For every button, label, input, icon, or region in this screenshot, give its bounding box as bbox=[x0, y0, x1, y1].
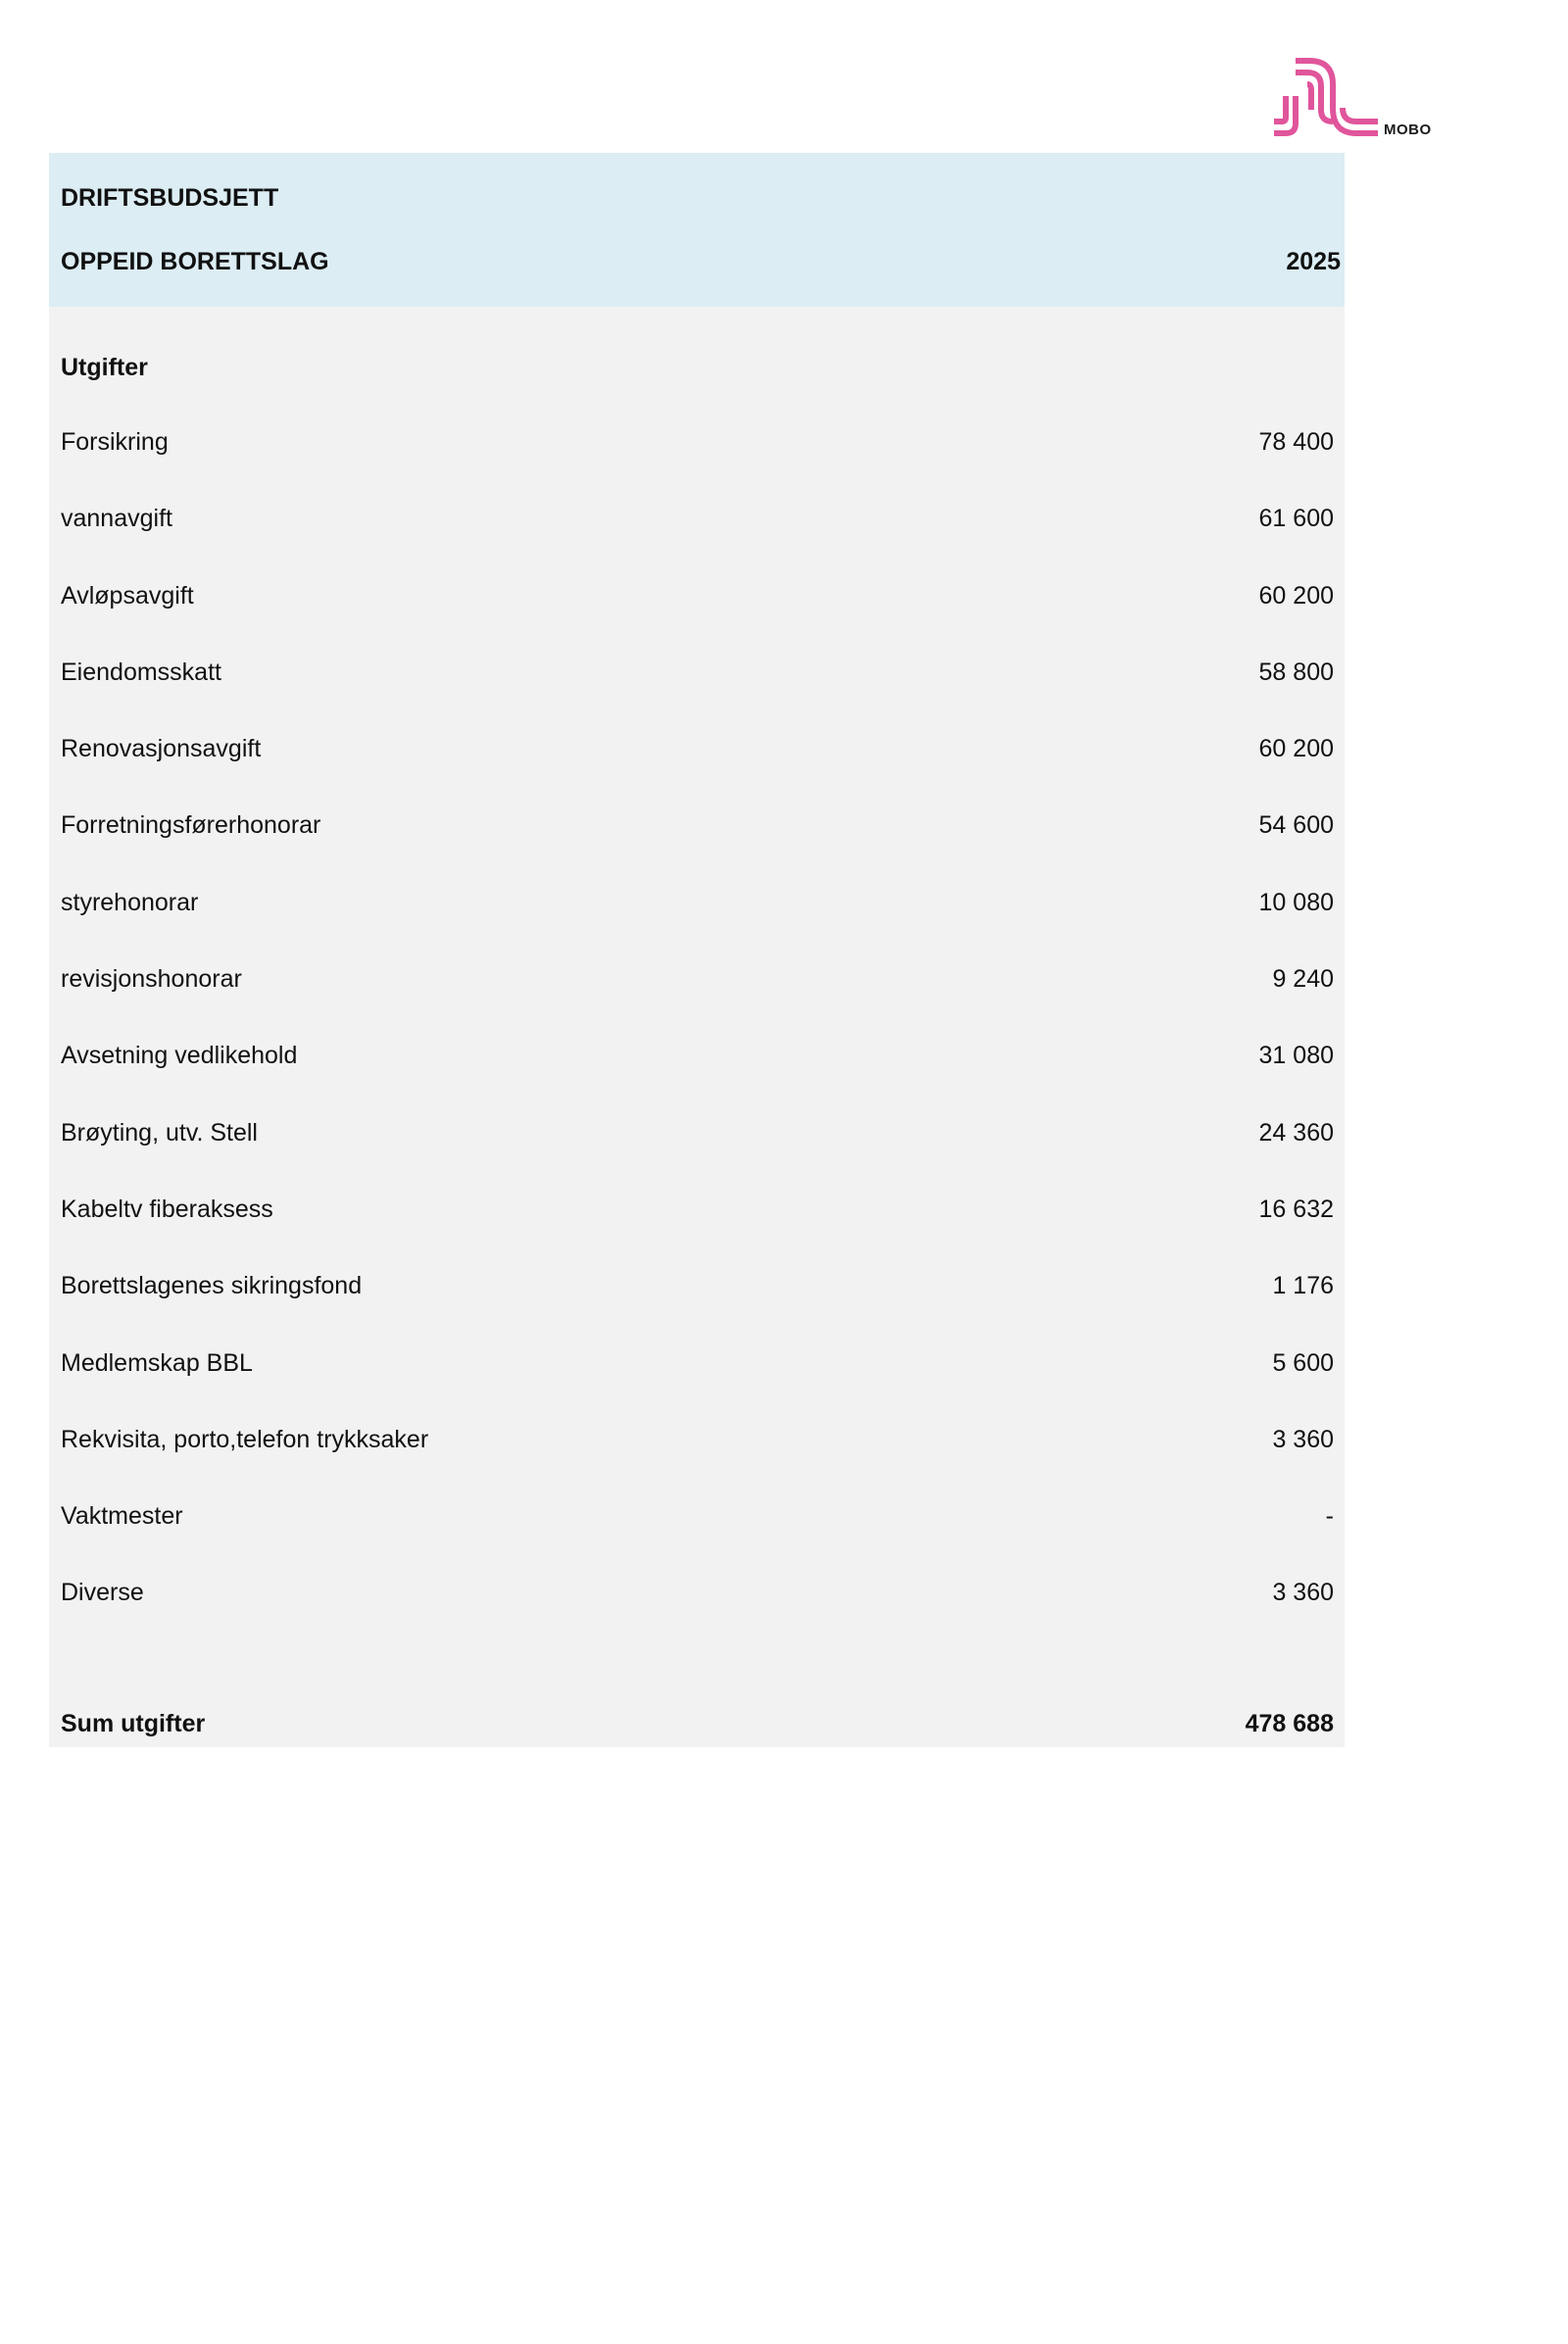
row-label: Avsetning vedlikehold bbox=[61, 1042, 298, 1070]
row-value: 1 176 bbox=[1272, 1272, 1334, 1300]
section-title: Utgifter bbox=[61, 354, 148, 381]
row-value: 5 600 bbox=[1272, 1348, 1334, 1377]
logo-text: MOBO bbox=[1384, 122, 1432, 138]
row-value: 3 360 bbox=[1272, 1579, 1334, 1607]
row-label: vannavgift bbox=[61, 505, 172, 533]
row-label: Avløpsavgift bbox=[61, 581, 194, 610]
row-label: Forretningsførerhonorar bbox=[61, 811, 321, 840]
row-value: 54 600 bbox=[1258, 811, 1334, 840]
row-value: - bbox=[1325, 1502, 1334, 1531]
row-label: Medlemskap BBL bbox=[61, 1348, 253, 1377]
row-value: 16 632 bbox=[1258, 1195, 1334, 1223]
row-label: Borettslagenes sikringsfond bbox=[61, 1272, 363, 1300]
table-row bbox=[61, 483, 1334, 560]
row-label: Rekvisita, porto,telefon trykksaker bbox=[61, 1425, 429, 1453]
total-label: Sum utgifter bbox=[61, 1710, 206, 1737]
table-row bbox=[61, 1174, 1334, 1250]
row-value: 61 600 bbox=[1258, 505, 1334, 533]
row-label: Forsikring bbox=[61, 428, 169, 456]
budget-year: 2025 bbox=[1286, 248, 1341, 275]
row-value: 58 800 bbox=[1258, 658, 1334, 686]
row-label: revisjonshonorar bbox=[61, 965, 242, 994]
table-row bbox=[61, 790, 1334, 866]
table-row bbox=[61, 1250, 1334, 1327]
row-value: 78 400 bbox=[1258, 428, 1334, 456]
table-row bbox=[61, 867, 1334, 944]
row-value: 60 200 bbox=[1258, 735, 1334, 763]
table-row bbox=[61, 561, 1334, 637]
table-row bbox=[61, 637, 1334, 713]
mobo-logo-icon bbox=[1272, 57, 1380, 139]
table-row bbox=[61, 1481, 1334, 1557]
row-value: 31 080 bbox=[1258, 1042, 1334, 1070]
mobo-logo bbox=[1272, 57, 1439, 141]
organization-name: OPPEID BORETTSLAG bbox=[61, 248, 329, 275]
total-value: 478 688 bbox=[1245, 1710, 1334, 1737]
table-row bbox=[61, 1557, 1334, 1634]
row-label: Eiendomsskatt bbox=[61, 658, 221, 686]
row-value: 24 360 bbox=[1258, 1118, 1334, 1147]
row-value: 10 080 bbox=[1258, 888, 1334, 916]
table-row bbox=[61, 944, 1334, 1020]
header-band bbox=[49, 153, 1345, 307]
table-row bbox=[61, 1328, 1334, 1404]
row-value: 9 240 bbox=[1272, 965, 1334, 994]
table-row bbox=[61, 1404, 1334, 1481]
row-value: 3 360 bbox=[1272, 1425, 1334, 1453]
document-title: DRIFTSBUDSJETT bbox=[61, 184, 279, 212]
row-label: Brøyting, utv. Stell bbox=[61, 1118, 258, 1147]
row-label: Diverse bbox=[61, 1579, 144, 1607]
expense-list bbox=[61, 407, 1334, 1635]
table-row bbox=[61, 713, 1334, 790]
row-value: 60 200 bbox=[1258, 581, 1334, 610]
table-row bbox=[61, 1098, 1334, 1174]
row-label: Vaktmester bbox=[61, 1502, 183, 1531]
row-label: styrehonorar bbox=[61, 888, 199, 916]
table-row bbox=[61, 1020, 1334, 1097]
row-label: Renovasjonsavgift bbox=[61, 735, 262, 763]
table-row bbox=[61, 407, 1334, 483]
row-label: Kabeltv fiberaksess bbox=[61, 1195, 273, 1223]
